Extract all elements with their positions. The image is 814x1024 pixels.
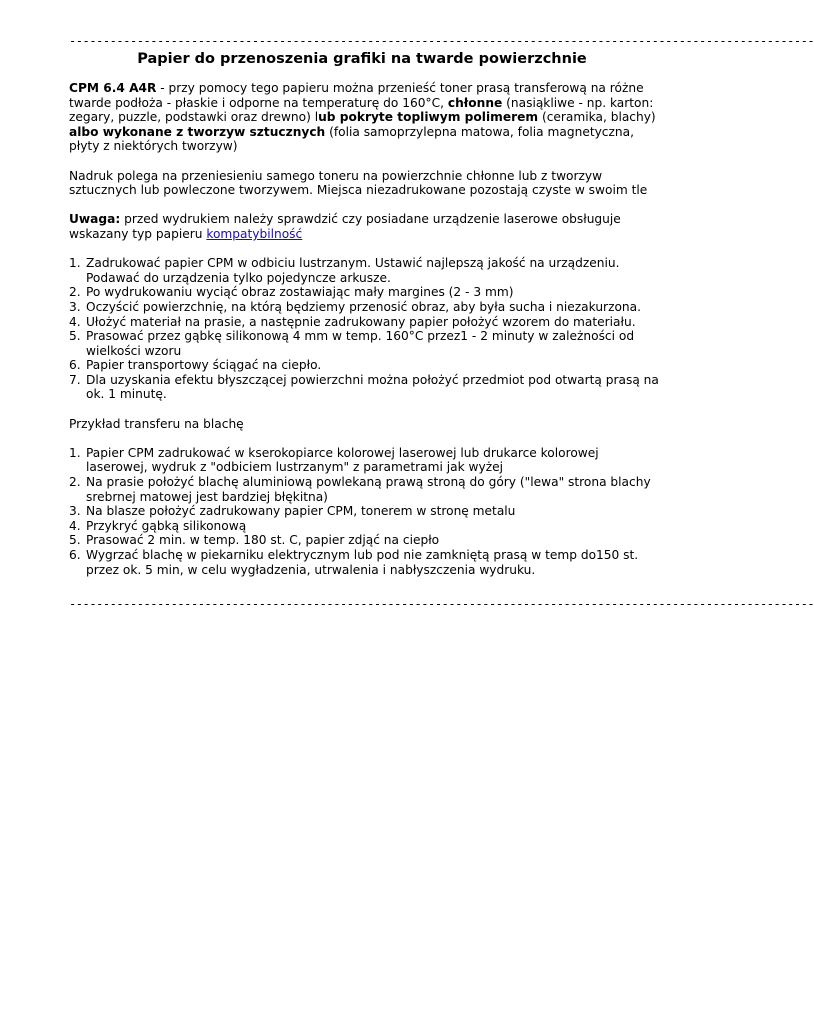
list-item-text: Wygrzać blachę w piekarniku elektrycznym lub pod nie zamkniętą prasą w temp do150 st. przez ok. 5 min, w celu wygładzenia, utrwalenia i nabłyszczenia wydruku.	[86, 548, 639, 577]
top-separator: --------------------------------------------------------------------------------------------------------------	[69, 34, 814, 48]
intro-text-2: (nasiąkliwe - np. karton: zegary, puzzle, podstawki oraz drewno) l	[69, 95, 654, 125]
list-item	[69, 329, 659, 358]
intro-paragraph	[69, 81, 659, 154]
bottom-separator: --------------------------------------------------------------------------------------------------------------	[69, 597, 814, 611]
instructions-list	[69, 256, 659, 402]
list-item-text: Ułożyć materiał na prasie, a następnie zadrukowany papier położyć wzorem do materiału.	[86, 314, 636, 329]
list-item-text: Papier transportowy ściągać na ciepło.	[86, 358, 322, 373]
list-item-number: 3.	[69, 299, 81, 314]
list-item	[69, 533, 659, 548]
list-item	[69, 315, 659, 330]
warning-label: Uwaga:	[69, 212, 121, 227]
list-item-text: Na prasie położyć blachę aluminiową powlekaną prawą stroną do góry ("lewa" strona blachy srebrnej matowej jest bardziej błękitna)	[86, 475, 651, 504]
list-item-text: Dla uzyskania efektu błyszczącej powierzchni można położyć przedmiot pod otwartą prasą na ok. 1 minutę.	[86, 372, 659, 402]
list-item	[69, 446, 659, 475]
print-description-paragraph: Nadruk polega na przeniesieniu samego toneru na powierzchnie chłonne lub z tworzyw sztucznych lub powleczone tworzywem. Miejsca niezadrukowane pozostają czyste w swoim tle	[69, 168, 648, 198]
list-item-number: 6.	[69, 358, 81, 373]
intro-bold-absorbent: chłonne	[447, 95, 503, 110]
list-item	[69, 548, 659, 577]
example-heading: Przykład transferu na blachę	[69, 416, 244, 431]
intro-bold-polymer: ub pokryte topliwym polimerem	[318, 110, 539, 125]
list-item	[69, 475, 659, 504]
intro-text-4: (folia samoprzylepna matowa, folia magnetyczna, płyty z niektórych tworzyw)	[69, 124, 634, 154]
list-item-number: 6.	[69, 548, 81, 562]
list-item-number: 5.	[69, 329, 81, 344]
document-body	[69, 81, 659, 577]
list-item-text: Prasować 2 min. w temp. 180 st. C, papier zdjąć na ciepło	[86, 533, 440, 548]
list-item	[69, 285, 659, 300]
list-item-number: 1.	[69, 445, 81, 460]
list-item-number: 2.	[69, 285, 81, 300]
product-code: CPM 6.4 A4R	[69, 81, 157, 95]
list-item-text: Prasować przez gąbkę silikonową 4 mm w temp. 160°C przez1 - 2 minuty w zależności od wielkości wzoru	[86, 329, 635, 358]
list-item-number: 7.	[69, 372, 81, 387]
list-item-number: 5.	[69, 533, 81, 548]
intro-text-1: - przy pomocy tego papieru można przenieść toner prasą transferową na różne twarde podłoża - płaskie i odporne na temperaturę do 160°C,	[69, 81, 644, 110]
list-item-number: 3.	[69, 504, 81, 519]
page-title: Papier do przenoszenia grafiki na twarde powierzchnie	[137, 51, 587, 67]
compatibility-link[interactable]: kompatybilność	[206, 226, 303, 241]
list-item	[69, 300, 659, 315]
list-item-text: Papier CPM zadrukować w kserokopiarce kolorowej laserowej lub drukarce kolorowej laserowej, wydruk z "odbiciem lustrzanym" z parametrami jak wyżej	[86, 445, 599, 475]
list-item-number: 2.	[69, 475, 81, 490]
list-item-text: Po wydrukowaniu wyciąć obraz zostawiając mały margines (2 - 3 mm)	[86, 285, 514, 300]
list-item	[69, 504, 659, 519]
example-list	[69, 446, 659, 577]
list-item-text: Przykryć gąbką silikonową	[86, 518, 247, 533]
list-item	[69, 373, 659, 402]
list-item-text: Zadrukować papier CPM w odbiciu lustrzanym. Ustawić najlepszą jakość na urządzeniu. Podawać do urządzenia tylko pojedyncze arkusze.	[86, 256, 620, 285]
warning-paragraph	[69, 212, 659, 241]
list-item	[69, 358, 659, 373]
list-item-number: 4.	[69, 314, 81, 329]
list-item-number: 1.	[69, 256, 81, 271]
list-item-text: Oczyścić powierzchnię, na którą będziemy przenosić obraz, aby była sucha i niezakurzona.	[86, 299, 641, 314]
intro-text-3: (ceramika, blachy)	[538, 110, 656, 125]
list-item-number: 4.	[69, 518, 81, 533]
intro-bold-plastic: albo wykonane z tworzyw sztucznych	[69, 124, 326, 139]
list-item-text: Na blasze położyć zadrukowany papier CPM, tonerem w stronę metalu	[86, 504, 516, 519]
list-item	[69, 519, 659, 534]
warning-text: przed wydrukiem należy sprawdzić czy posiadane urządzenie laserowe obsługuje wskazany typ papieru	[69, 212, 621, 241]
list-item	[69, 256, 659, 285]
